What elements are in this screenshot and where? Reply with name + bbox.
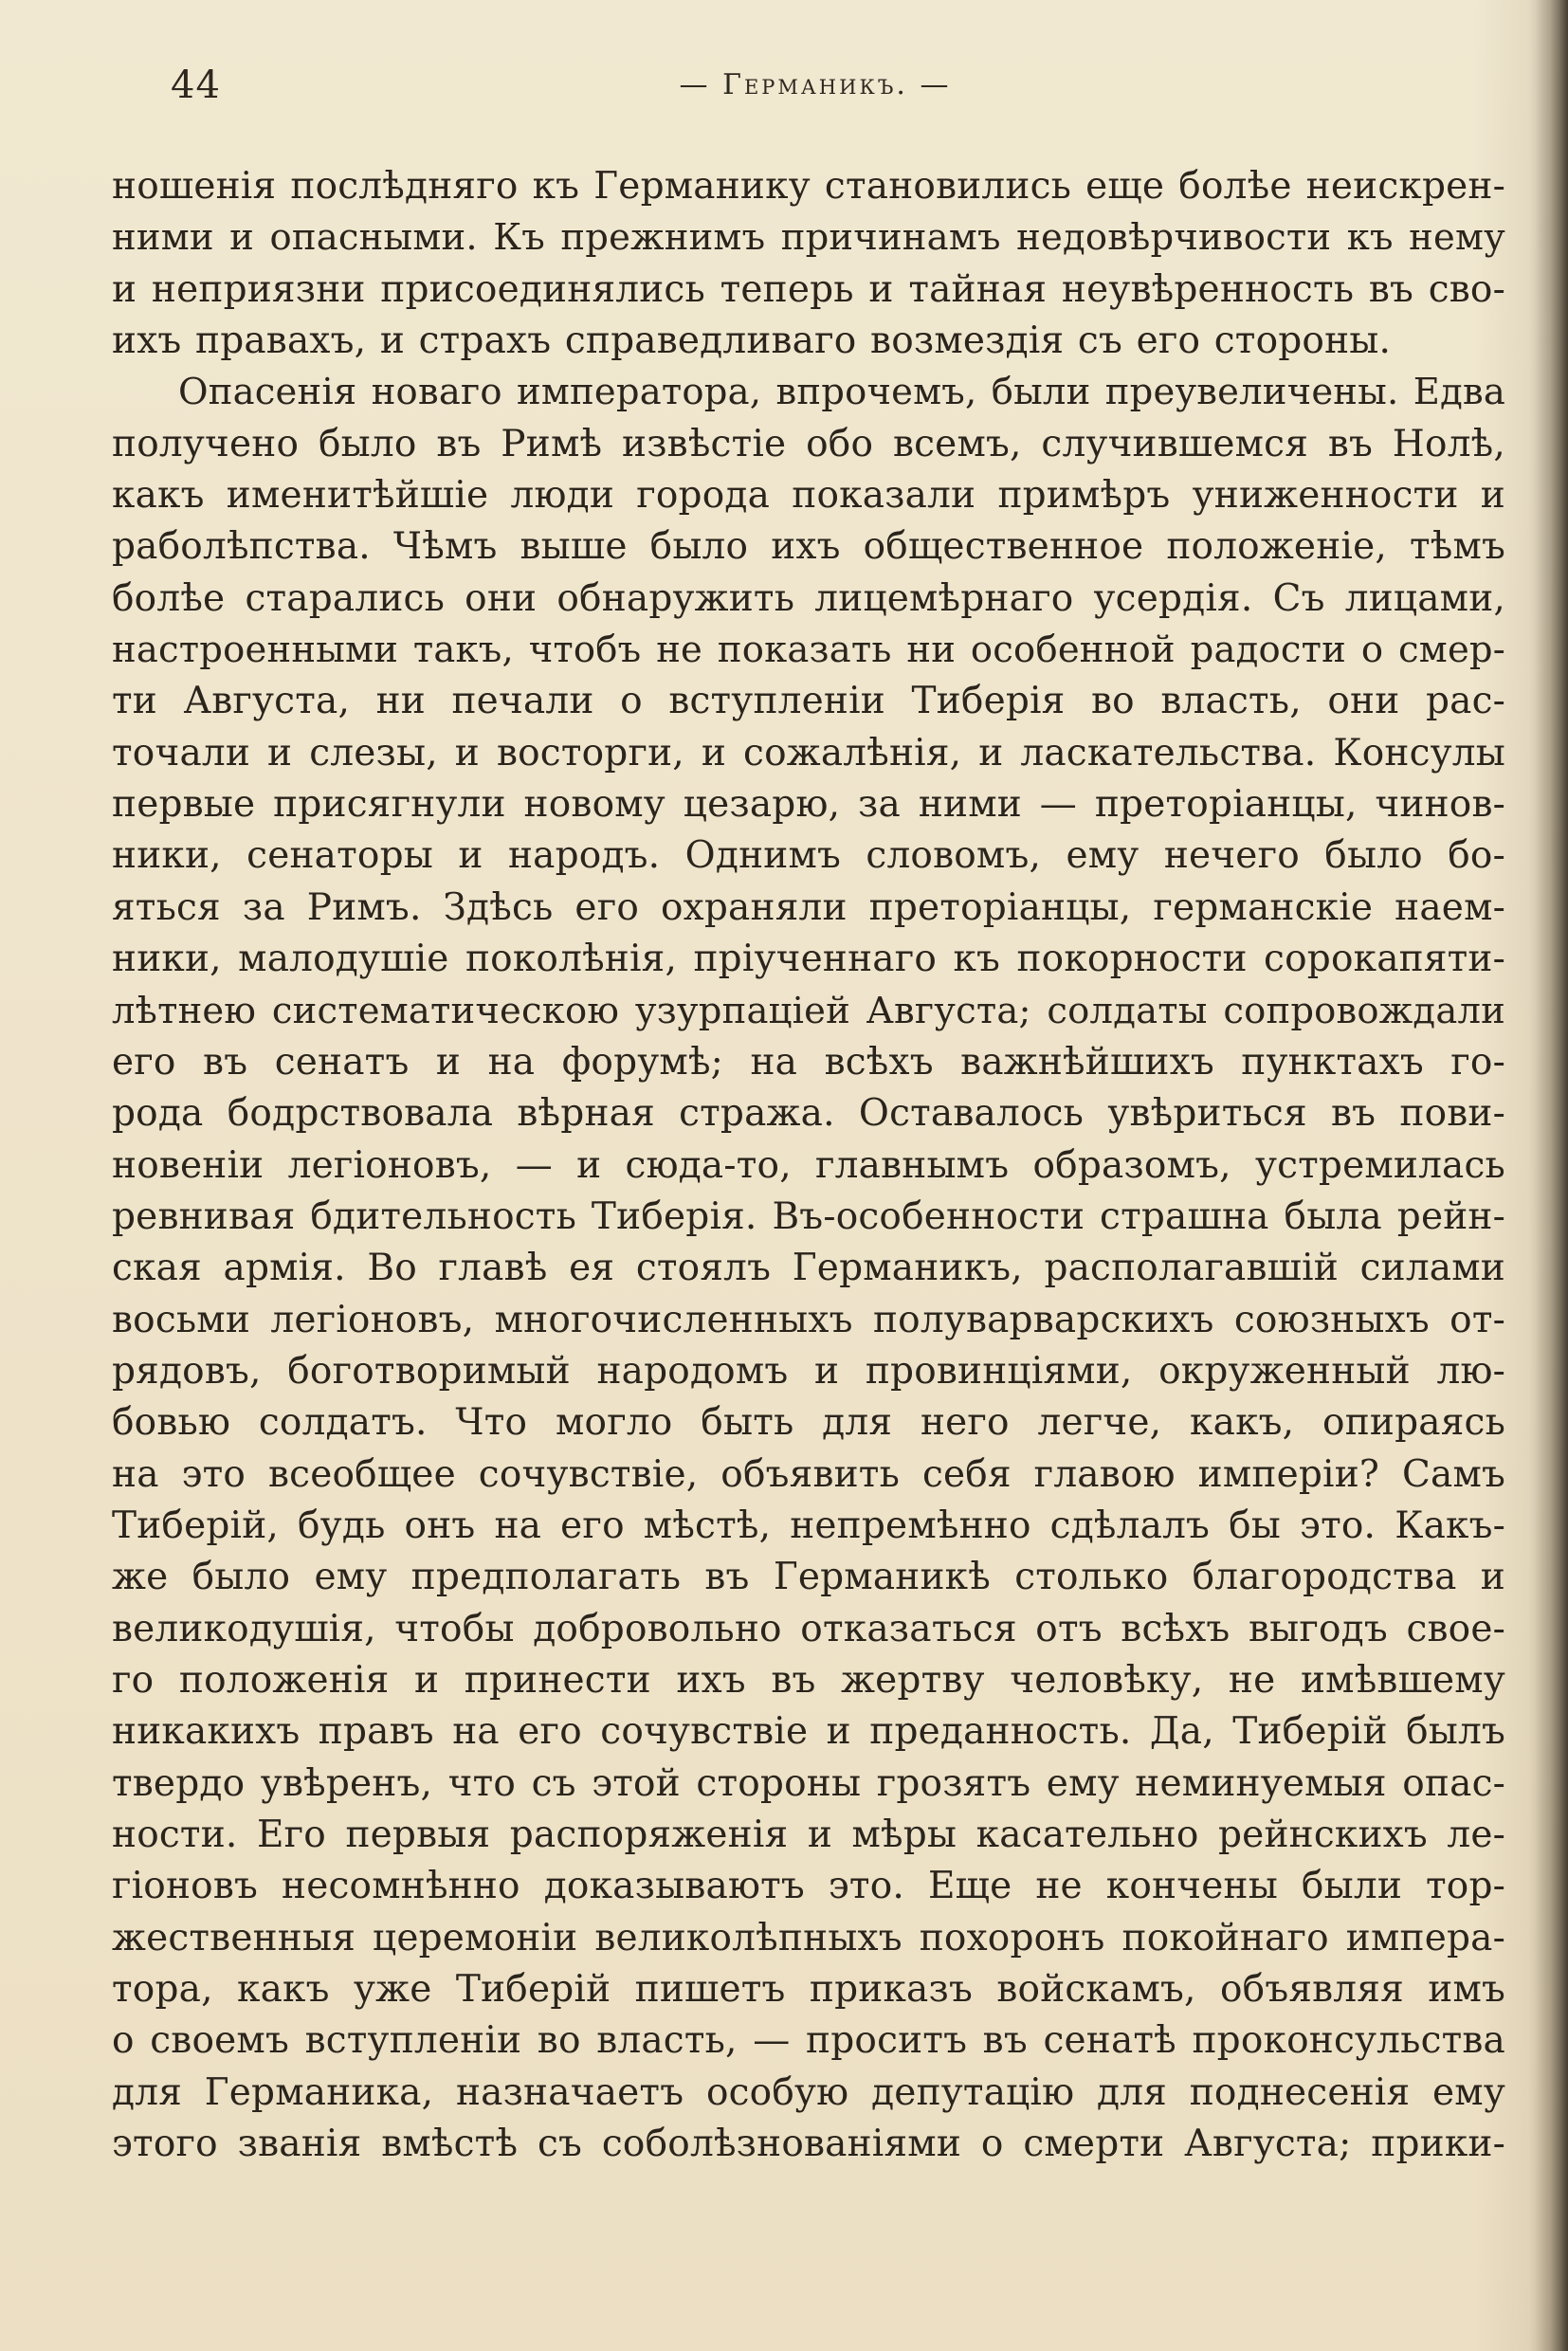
text-line: рядовъ, боготворимый народомъ и провинціями, окруженный лю- bbox=[112, 1349, 1505, 1393]
text-line: ревнивая бдительность Тиберія. Въ-особенности страшна была рейн- bbox=[112, 1194, 1505, 1238]
text-line: для Германика, назначаетъ особую депутацію для поднесенія ему bbox=[112, 2070, 1505, 2114]
text-line: ними и опасными. Къ прежнимъ причинамъ недовѣрчивости къ нему bbox=[112, 216, 1505, 260]
text-line: Тиберій, будь онъ на его мѣстѣ, непремѣнно сдѣлалъ бы это. Какъ- bbox=[112, 1504, 1505, 1547]
text-line: же было ему предполагать въ Германикѣ столько благородства и bbox=[112, 1556, 1505, 1599]
text-line: болѣе старались они обнаружить лицемѣрнаго усердія. Съ лицами, bbox=[112, 576, 1505, 620]
text-line: ники, сенаторы и народъ. Однимъ словомъ, ему нечего было бо- bbox=[112, 834, 1505, 878]
body-text bbox=[112, 161, 1505, 2170]
text-line: великодушія, чтобы добровольно отказаться отъ всѣхъ выгодъ свое- bbox=[112, 1607, 1505, 1650]
text-line: го положенія и принести ихъ въ жертву человѣку, не имѣвшему bbox=[112, 1658, 1505, 1702]
text-line: яться за Римъ. Здѣсь его охраняли преторіанцы, германскіе наем- bbox=[112, 885, 1505, 929]
text-line: получено было въ Римѣ извѣстіе обо всемъ, случившемся въ Нолѣ, bbox=[112, 422, 1505, 465]
text-line: лѣтнею систематическою узурпаціей Августа; солдаты сопровождали bbox=[112, 989, 1505, 1032]
text-line: настроенными такъ, чтобъ не показать ни особенной радости о смер- bbox=[112, 629, 1505, 672]
text-line: твердо увѣренъ, что съ этой стороны грозятъ ему неминуемыя опас- bbox=[112, 1761, 1505, 1805]
text-line: Опасенія новаго императора, впрочемъ, были преувеличены. Едва bbox=[178, 371, 1505, 414]
text-line: никакихъ правъ на его сочувствіе и преданность. Да, Тиберій былъ bbox=[112, 1710, 1505, 1754]
text-line: рода бодрствовала вѣрная стража. Оставалось увѣриться въ пови- bbox=[112, 1092, 1505, 1136]
text-line: этого званія вмѣстѣ съ соболѣзнованіями о смерти Августа; прики- bbox=[112, 2123, 1505, 2166]
text-line: его въ сенатъ и на форумѣ; на всѣхъ важнѣйшихъ пунктахъ го- bbox=[112, 1040, 1505, 1084]
text-line: бовью солдатъ. Что могло быть для него легче, какъ, опираясь bbox=[112, 1401, 1505, 1445]
text-line: какъ именитѣйшіе люди города показали примѣръ униженности и bbox=[112, 474, 1505, 518]
text-line: ти Августа, ни печали о вступленіи Тиберія во власть, они рас- bbox=[112, 680, 1505, 723]
text-line: гіоновъ несомнѣнно доказываютъ это. Еще не кончены были тор- bbox=[112, 1865, 1505, 1908]
text-line: точали и слезы, и восторги, и сожалѣнія, и ласкательства. Консулы bbox=[112, 731, 1505, 775]
text-line: ихъ правахъ, и страхъ справедливаго возмездія съ его стороны. bbox=[112, 319, 1392, 363]
page-header bbox=[0, 59, 1568, 116]
page-number: 44 bbox=[171, 64, 221, 107]
text-line: ношенія послѣдняго къ Германику становились еще болѣе неискрен- bbox=[112, 165, 1505, 208]
text-line: ности. Его первыя распоряженія и мѣры касательно рейнскихъ ле- bbox=[112, 1813, 1505, 1856]
binding-shadow bbox=[1536, 0, 1568, 2351]
text-line: ская армія. Во главѣ ея стоялъ Германикъ, располагавшій силами bbox=[112, 1247, 1505, 1290]
text-line: на это всеобщее сочувствіе, объявить себя главою имперіи? Самъ bbox=[112, 1452, 1505, 1496]
running-head: — Германикъ. — bbox=[679, 68, 952, 101]
text-line: о своемъ вступленіи во власть, — проситъ въ сенатѣ проконсульства bbox=[112, 2019, 1505, 2063]
text-line: ники, малодушіе поколѣнія, пріученнаго къ покорности сорокапяти- bbox=[112, 938, 1505, 981]
text-line: и неприязни присоединялись теперь и тайная неувѣренность въ сво- bbox=[112, 267, 1505, 311]
text-line: тора, какъ уже Тиберій пишетъ приказъ войскамъ, объявляя имъ bbox=[112, 1968, 1505, 2012]
text-line: раболѣпства. Чѣмъ выше было ихъ общественное положеніе, тѣмъ bbox=[112, 525, 1505, 569]
text-line: жественныя церемоніи великолѣпныхъ похоронъ покойнаго импера- bbox=[112, 1916, 1505, 1959]
text-line: первые присягнули новому цезарю, за ними — преторіанцы, чинов- bbox=[112, 783, 1505, 827]
text-line: новеніи легіоновъ, — и сюда-то, главнымъ образомъ, устремилась bbox=[112, 1143, 1505, 1187]
text-line: восьми легіоновъ, многочисленныхъ полуварварскихъ союзныхъ от- bbox=[112, 1298, 1505, 1341]
